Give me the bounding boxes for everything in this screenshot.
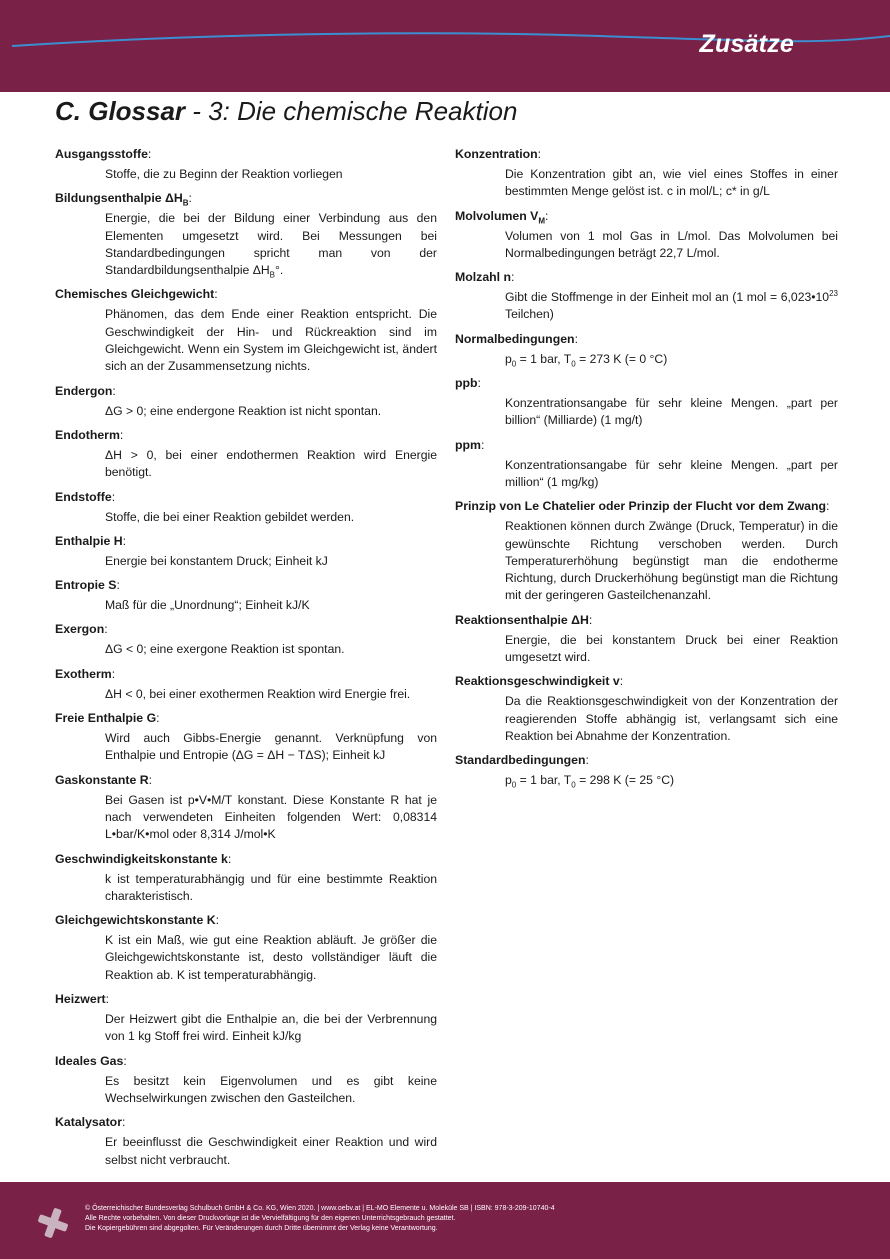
glossary-entry-entropie: Entropie S: Maß für die „Unordnung“; Einheit kJ/K xyxy=(55,577,437,614)
term-definition: $p_0 = 1$ bar, $T_0 = 273$ K (= 0 °C) xyxy=(505,351,668,369)
term-label: Gleichgewichtskonstante K xyxy=(55,913,216,928)
term-label: Geschwindigkeitskonstante k xyxy=(55,851,228,866)
title-prefix: C. Glossar xyxy=(55,96,186,126)
term-definition: Volumen von 1 mol Gas in L/mol. Das Molvolumen bei Normalbedingungen beträgt 22,7 L/mol. xyxy=(505,228,838,260)
oebv-logo-icon xyxy=(36,1206,70,1240)
term-definition: Gibt die Stoffmenge in der Einheit mol an (1 mol = $6,023•10^{23}$ Teilchen) xyxy=(505,289,838,322)
term-definition: ΔH > 0, bei einer endothermen Reaktion wird Energie benötigt. xyxy=(105,447,437,480)
term-definition: ΔH < 0, bei einer exothermen Reaktion wird Energie frei. xyxy=(105,686,411,701)
term-label: Reaktionsenthalpie ΔH xyxy=(455,612,589,627)
term-label: Katalysator xyxy=(55,1115,122,1130)
term-label: Molzahl n xyxy=(455,270,512,285)
term-definition: k ist temperaturabhängig und für eine bestimmte Reaktion charakteristisch. xyxy=(105,871,437,903)
section-tag: Zusätze xyxy=(699,30,794,58)
footer-copyright xyxy=(85,1204,555,1235)
term-label: Endotherm xyxy=(55,427,120,442)
glossary-left-column xyxy=(55,146,437,1176)
term-definition: Konzentrationsangabe für sehr kleine Mengen. „part per billion“ (Milliarde) (1 mg/t) xyxy=(505,396,838,428)
term-definition: Stoffe, die bei einer Reaktion gebildet werden. xyxy=(105,509,355,524)
glossary-entry-exotherm: Exotherm: ΔH < 0, bei einer exothermen Reaktion wird Energie frei. xyxy=(55,666,437,703)
term-definition: Der Heizwert gibt die Enthalpie an, die bei der Verbrennung von 1 kg Stoff frei wird. Einheit kJ/kg xyxy=(105,1012,437,1044)
glossary-entry-ppm: ppm: Konzentrationsangabe für sehr kleine Mengen. „part per million“ (1 mg/kg) xyxy=(455,437,838,492)
term-label: Normalbedingungen xyxy=(455,331,575,346)
term-definition: Stoffe, die zu Beginn der Reaktion vorliegen xyxy=(105,167,343,181)
term-definition: ΔG > 0; eine endergone Reaktion ist nicht spontan. xyxy=(105,403,382,418)
term-label: ppm xyxy=(455,437,481,452)
term-definition: Energie, die bei konstantem Druck bei einer Reaktion umgesetzt wird. xyxy=(505,632,838,665)
term-definition: ΔG < 0; eine exergone Reaktion ist spontan. xyxy=(105,642,345,657)
term-label: Freie Enthalpie G xyxy=(55,711,157,726)
term-definition: Maß für die „Unordnung“; Einheit kJ/K xyxy=(105,598,310,613)
term-definition: $p_0 = 1$ bar, $T_0 = 298$ K (= 25 °C) xyxy=(505,773,675,790)
term-definition: Reaktionen können durch Zwänge (Druck, Temperatur) in die gewünschte Richtung verschoben werden. Durch Temperaturerhöhung begünstigt man die endotherme Richtung, durch Druckerhöhung begünstigt man die Richtung mit der geringeren Gasteilchenanzahl. xyxy=(505,519,838,603)
term-label: Chemisches Gleichgewicht xyxy=(55,287,215,302)
glossary-entry-le-chatelier: Prinzip von Le Chatelier oder Prinzip der Flucht vor dem Zwang: Reaktionen können durch Zwänge (Druck, Temperatur) in die gewünschte Richtung verschoben werden. Durch Temperaturerhöhung begünstigt man die endotherme Richtung, durch Druckerhöhung begünstigt man die Richtung mit der geringeren Gasteilchenanzahl. xyxy=(455,498,838,604)
term-label: Enthalpie H xyxy=(55,533,123,548)
glossary-entry-endergon: Endergon: ΔG > 0; eine endergone Reaktion ist nicht spontan. xyxy=(55,383,437,420)
term-definition: Er beeinflusst die Geschwindigkeit einer Reaktion und wird selbst nicht verbraucht. xyxy=(105,1135,437,1167)
glossary-entry-normalbedingungen: Normalbedingungen: $p_0 = 1$ bar, $T_0 = 273$ K (= 0 °C) xyxy=(455,331,838,368)
term-label: Exergon xyxy=(55,622,105,637)
glossary-entry-standardbedingungen: Standardbedingungen: $p_0 = 1$ bar, $T_0 = 298$ K (= 25 °C) xyxy=(455,752,838,789)
term-definition: K ist ein Maß, wie gut eine Reaktion abläuft. Je größer die Gleichgewichtskonstante ist, desto vollständiger läuft die Reaktion ab. K ist temperaturabhängig. xyxy=(105,933,437,982)
glossary-entry-bildungsenthalpie: Bildungsenthalpie $\Delta H_B$: Energie, die bei der Bildung einer Verbindung aus den Elementen umgesetzt wird. Bei Messungen bei Standardbedingungen spricht man von der Standardbildungsenthalpie $\Delta H_B^\circ$. xyxy=(55,191,437,280)
glossary-entry-gleichgewichtskonstante: Gleichgewichtskonstante K: K ist ein Maß, wie gut eine Reaktion abläuft. Je größer die Gleichgewichtskonstante ist, desto vollständiger läuft die Reaktion ab. K ist temperaturabhängig. xyxy=(55,912,437,984)
glossary-entry-reaktionsenthalpie: Reaktionsenthalpie ΔH: Energie, die bei konstantem Druck bei einer Reaktion umgesetzt wird. xyxy=(455,612,838,667)
term-label: Reaktionsgeschwindigkeit v xyxy=(455,674,620,689)
page-header xyxy=(0,0,890,92)
glossary-entry-molzahl: Molzahl n: Gibt die Stoffmenge in der Einheit mol an (1 mol = $6,023•10^{23}$ Teilchen) xyxy=(455,269,838,324)
glossary-entry-exergon: Exergon: ΔG < 0; eine exergone Reaktion ist spontan. xyxy=(55,621,437,658)
glossary-entry-gleichgewicht: Chemisches Gleichgewicht: Phänomen, das dem Ende einer Reaktion entspricht. Die Geschwindigkeit der Hin- und Rückreaktion sind im Gleichgewicht. Wenn ein System im Gleichgewicht ist, ändert sich an der Zusammensetzung nichts. xyxy=(55,286,437,375)
glossary-entry-heizwert: Heizwert: Der Heizwert gibt die Enthalpie an, die bei der Verbrennung von 1 kg Stoff frei wird. Einheit kJ/kg xyxy=(55,991,437,1046)
term-label: ppb xyxy=(455,376,478,391)
term-definition: Bei Gasen ist p•V•M/T konstant. Diese Konstante R hat je nach verwendeten Einheiten folgenden Wert: 0,08314 L•bar/K•mol oder 8,314 J/mol•K xyxy=(105,792,437,842)
glossary-entry-reaktionsgeschwindigkeit: Reaktionsgeschwindigkeit v: Da die Reaktionsgeschwindigkeit von der Konzentration der reagierenden Stoffe abhängig ist, verlangsamt sich eine Reaktion bei Abnahme der Konzentration. xyxy=(455,673,838,745)
term-label: Prinzip von Le Chatelier oder Prinzip der Flucht vor dem Zwang xyxy=(455,499,827,514)
term-label: Endergon xyxy=(55,383,113,398)
glossary-entry-molvolumen: Molvolumen $V_M$: Volumen von 1 mol Gas in L/mol. Das Molvolumen bei Normalbedingungen beträgt 22,7 L/mol. xyxy=(455,208,838,263)
glossary-entry-enthalpie: Enthalpie H: Energie bei konstantem Druck; Einheit kJ xyxy=(55,533,437,570)
term-definition: Die Konzentration gibt an, wie viel eines Stoffes in einer bestimmten Menge gelöst ist. c in mol/L; c* in g/L xyxy=(505,167,838,199)
glossary-right-column xyxy=(455,146,838,797)
term-label: Standardbedingungen xyxy=(455,753,586,768)
title-rest: - 3: Die chemische Reaktion xyxy=(185,96,518,126)
footer-line: © Österreichischer Bundesverlag Schulbuch GmbH & Co. KG, Wien 2020. | www.oebv.at | EL-MO Elemente u. Moleküle SB | ISBN: 978-3-209-10740-4 xyxy=(85,1205,555,1212)
term-label: Ideales Gas xyxy=(55,1053,124,1068)
term-label: Entropie S xyxy=(55,578,117,593)
glossary-entry-ideales-gas: Ideales Gas: Es besitzt kein Eigenvolumen und es gibt keine Wechselwirkungen zwischen den Gasteilchen. xyxy=(55,1053,437,1108)
term-definition: Energie, die bei der Bildung einer Verbindung aus den Elementen umgesetzt wird. Bei Messungen bei Standardbedingungen spricht man von der Standardbildungsenthalpie $\Delta H_B^\circ$. xyxy=(105,211,437,280)
term-definition: Phänomen, das dem Ende einer Reaktion entspricht. Die Geschwindigkeit der Hin- und Rückreaktion sind im Gleichgewicht. Wenn ein System im Gleichgewicht ist, ändert sich an der Zusammensetzung nichts. xyxy=(105,307,437,374)
footer-line: Alle Rechte vorbehalten. Von dieser Druckvorlage ist die Vervielfältigung für den eigenen Unterrichtsgebrauch gestattet. xyxy=(85,1215,456,1223)
glossary-entry-gaskonstante: Gaskonstante R: Bei Gasen ist p•V•M/T konstant. Diese Konstante R hat je nach verwendeten Einheiten folgenden Wert: 0,08314 L•bar/K•mol oder 8,314 J/mol•K xyxy=(55,772,437,844)
term-definition: Energie bei konstantem Druck; Einheit kJ xyxy=(105,553,328,568)
page-footer xyxy=(0,1182,890,1259)
term-definition: Konzentrationsangabe für sehr kleine Mengen. „part per million“ (1 mg/kg) xyxy=(505,457,838,489)
term-label: Endstoffe xyxy=(55,489,112,504)
term-label: Molvolumen $V_M$ xyxy=(455,208,546,226)
term-label: Gaskonstante R xyxy=(55,772,149,787)
glossary-entry-konzentration: Konzentration: Die Konzentration gibt an, wie viel eines Stoffes in einer bestimmten Menge gelöst ist. c in mol/L; c* in g/L xyxy=(455,146,838,201)
glossary-entry-ppb: ppb: Konzentrationsangabe für sehr kleine Mengen. „part per billion“ (Milliarde) (1 mg/t) xyxy=(455,375,838,430)
glossary-entry-endotherm: Endotherm: ΔH > 0, bei einer endothermen Reaktion wird Energie benötigt. xyxy=(55,427,437,482)
footer-line: Die Kopiergebühren sind abgegolten. Für Veränderungen durch Dritte übernimmt der Verlag keine Verantwortung. xyxy=(85,1225,438,1233)
term-label: Bildungsenthalpie $\Delta H_B$ xyxy=(55,191,189,208)
term-label: Ausgangsstoffe xyxy=(55,147,148,161)
term-label: Konzentration xyxy=(455,147,538,161)
term-definition: Wird auch Gibbs-Energie genannt. Verknüpfung von Enthalpie und Entropie (ΔG = ΔH − TΔS); Einheit kJ xyxy=(105,731,437,763)
term-definition: Da die Reaktionsgeschwindigkeit von der Konzentration der reagierenden Stoffe abhängig ist, verlangsamt sich eine Reaktion bei Abnahme der Konzentration. xyxy=(505,694,838,743)
glossary-entry-freie-enthalpie: Freie Enthalpie G: Wird auch Gibbs-Energie genannt. Verknüpfung von Enthalpie und Entropie (ΔG = ΔH − TΔS); Einheit kJ xyxy=(55,710,437,765)
page-title xyxy=(55,96,517,127)
glossary-entry-endstoffe: Endstoffe: Stoffe, die bei einer Reaktion gebildet werden. xyxy=(55,489,437,526)
glossary-entry-geschwindigkeitskonstante: Geschwindigkeitskonstante k: k ist temperaturabhängig und für eine bestimmte Reaktion charakteristisch. xyxy=(55,851,437,906)
term-label: Exotherm xyxy=(55,666,112,681)
glossary-entry-katalysator: Katalysator: Er beeinflusst die Geschwindigkeit einer Reaktion und wird selbst nicht verbraucht. xyxy=(55,1114,437,1169)
term-definition: Es besitzt kein Eigenvolumen und es gibt keine Wechselwirkungen zwischen den Gasteilchen. xyxy=(105,1073,437,1105)
term-label: Heizwert xyxy=(55,992,106,1007)
glossary-entry-ausgangsstoffe: Ausgangsstoffe: Stoffe, die zu Beginn der Reaktion vorliegen xyxy=(55,146,437,183)
